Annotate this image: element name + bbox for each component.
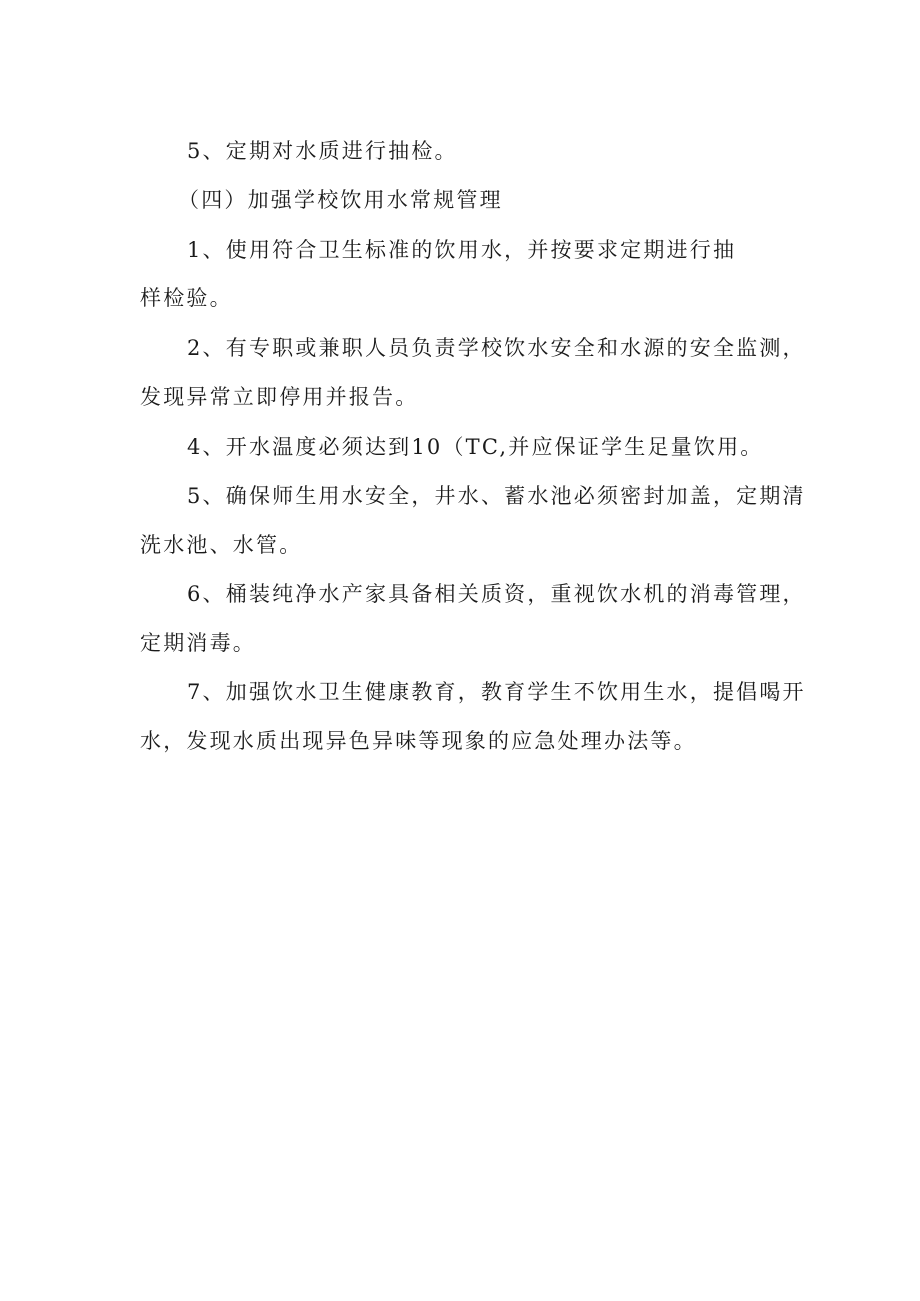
item-6-line-1: 6、桶装纯净水产家具备相关质资，重视饮水机的消毒管理， <box>187 582 806 606</box>
item-2-line-2: 发现异常立即停用并报告。 <box>140 385 419 409</box>
item-7-line-2: 水，发现水质出现异色异味等现象的应急处理办法等。 <box>140 729 697 753</box>
item-6-line-2: 定期消毒。 <box>140 631 256 655</box>
item-1-line-1: 1、使用符合卫生标准的饮用水，并按要求定期进行抽 <box>187 238 737 262</box>
item-4-line-1: 4、开水温度必须达到10（TC,并应保证学生足量饮用。 <box>187 435 764 459</box>
item-5-quality-check: 5、定期对水质进行抽检。 <box>187 139 458 163</box>
item-7-line-1: 7、加强饮水卫生健康教育，教育学生不饮用生水，提倡喝开 <box>187 680 806 704</box>
item-5-line-1: 5、确保师生用水安全，井水、蓄水池必须密封加盖，定期清 <box>187 484 806 508</box>
item-2-line-1: 2、有专职或兼职人员负责学校饮水安全和水源的安全监测， <box>187 336 806 360</box>
item-1-line-2: 样检验。 <box>140 286 233 310</box>
item-5-line-2: 洗水池、水管。 <box>140 533 303 557</box>
section-heading-4: （四）加强学校饮用水常规管理 <box>178 188 503 212</box>
